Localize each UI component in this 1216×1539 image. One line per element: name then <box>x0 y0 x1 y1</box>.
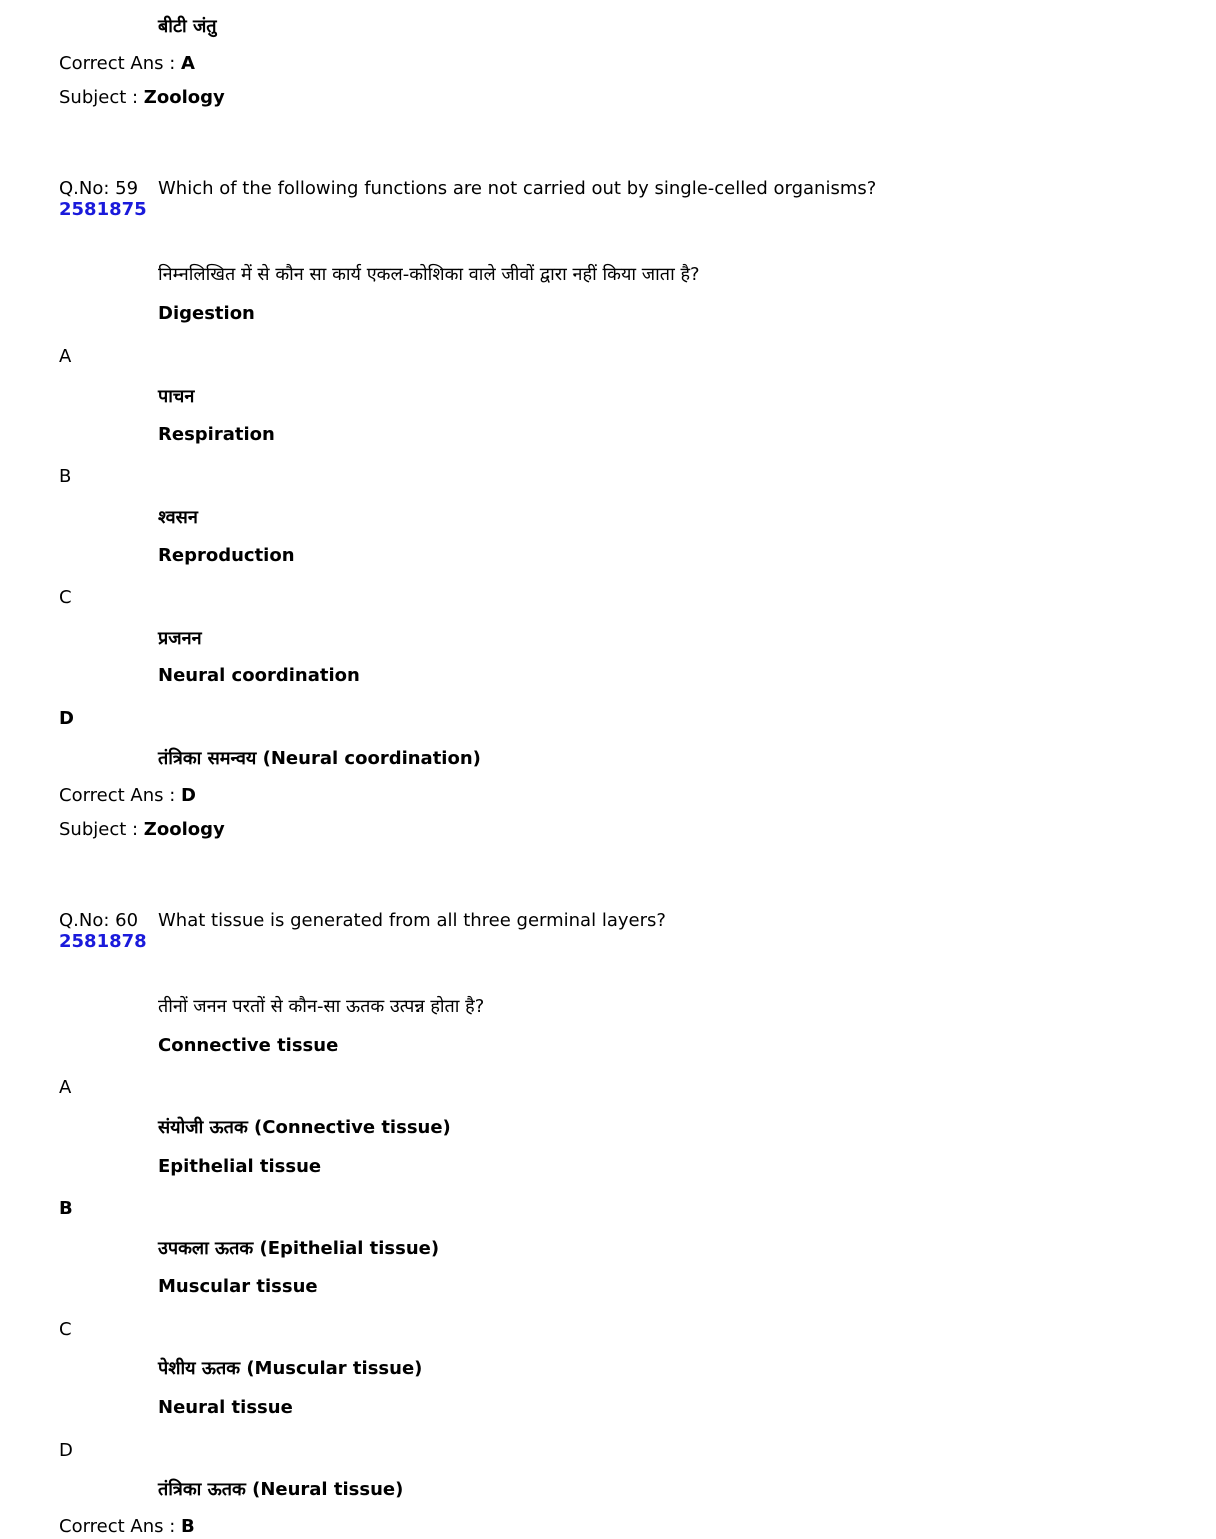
option-c-en: Reproduction <box>158 545 295 566</box>
option-a-letter: A <box>59 1077 72 1098</box>
question-number: Q.No: 60 <box>59 910 139 931</box>
prev-option-hindi: बीटी जंतु <box>158 16 217 37</box>
option-d-en: Neural tissue <box>158 1397 293 1418</box>
option-d-en: Neural coordination <box>158 665 360 686</box>
option-b-en: Epithelial tissue <box>158 1156 322 1177</box>
option-d-letter: D <box>59 1440 73 1461</box>
option-d-hi: तंत्रिका ऊतक (Neural tissue) <box>158 1479 404 1500</box>
question-id: 2581875 <box>59 199 147 220</box>
subject <box>59 819 225 841</box>
subject-value: Zoology <box>143 87 225 108</box>
question-text-en: What tissue is generated from all three germinal layers? <box>158 910 666 931</box>
option-c-hi: पेशीय ऊतक (Muscular tissue) <box>158 1358 423 1379</box>
subject-label: Subject : <box>59 819 144 840</box>
question-text-hi: निम्नलिखित में से कौन सा कार्य एकल-कोशिका वाले जीवों द्वारा नहीं किया जाता है? <box>158 264 700 285</box>
question-id: 2581878 <box>59 931 147 952</box>
option-b-en: Respiration <box>158 424 275 445</box>
option-a-hi: संयोजी ऊतक (Connective tissue) <box>158 1117 451 1138</box>
correct-ans-label: Correct Ans : <box>59 53 182 74</box>
subject-label: Subject : <box>59 87 144 108</box>
correct-ans-value: A <box>181 53 195 74</box>
question-number: Q.No: 59 <box>59 178 139 199</box>
option-b-hi: श्वसन <box>158 507 198 528</box>
subject-value: Zoology <box>143 819 225 840</box>
option-a-en: Digestion <box>158 303 255 324</box>
option-b-letter: B <box>59 466 72 487</box>
option-b-hi: उपकला ऊतक (Epithelial tissue) <box>158 1238 440 1259</box>
prev-subject <box>59 87 225 109</box>
option-c-en: Muscular tissue <box>158 1276 318 1297</box>
option-a-en: Connective tissue <box>158 1035 339 1056</box>
prev-correct-ans <box>59 53 195 75</box>
correct-ans-label: Correct Ans : <box>59 785 182 806</box>
option-c-letter: C <box>59 1319 72 1340</box>
option-a-letter: A <box>59 346 72 367</box>
question-text-en: Which of the following functions are not carried out by single-celled organisms? <box>158 178 877 199</box>
correct-ans <box>59 785 196 807</box>
question-text-hi: तीनों जनन परतों से कौन-सा ऊतक उत्पन्न होता है? <box>158 996 485 1017</box>
option-a-hi: पाचन <box>158 386 195 407</box>
correct-ans <box>59 1516 195 1538</box>
option-d-letter: D <box>59 708 74 729</box>
correct-ans-value: D <box>181 785 196 806</box>
option-c-letter: C <box>59 587 72 608</box>
option-c-hi: प्रजनन <box>158 628 202 649</box>
correct-ans-value: B <box>181 1516 195 1537</box>
option-d-hi: तंत्रिका समन्वय (Neural coordination) <box>158 748 481 769</box>
correct-ans-label: Correct Ans : <box>59 1516 182 1537</box>
option-b-letter: B <box>59 1198 73 1219</box>
